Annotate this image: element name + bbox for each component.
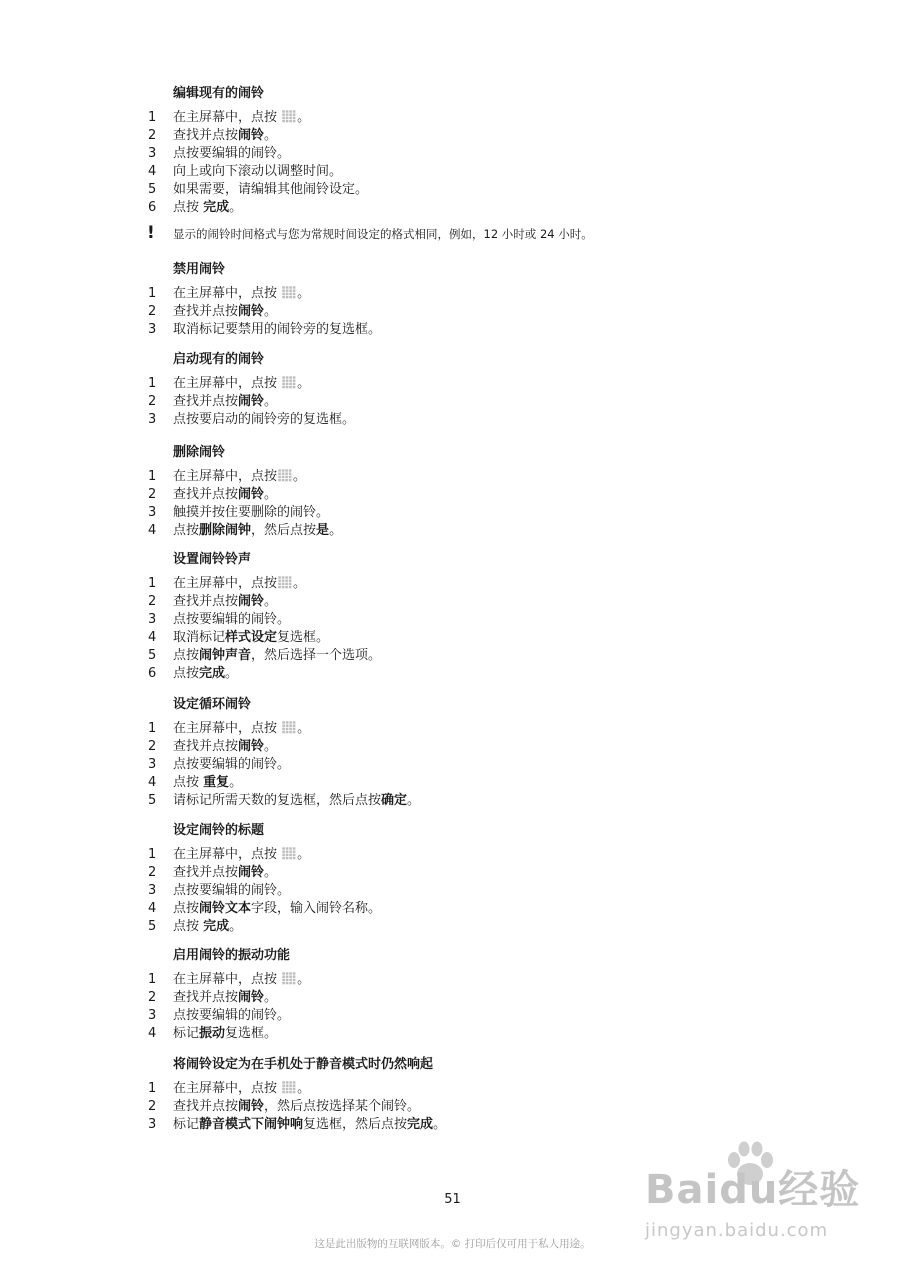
- step-number: 1: [148, 576, 157, 591]
- step-fragment: 点按要编辑的闹铃。: [173, 883, 291, 898]
- step-fragment: 。: [297, 1081, 311, 1096]
- step-fragment: 触摸并按住要删除的闹铃。: [173, 505, 330, 520]
- step-fragment: ，然后选择一个选项。: [251, 648, 382, 663]
- step-fragment: 取消标记要禁用的闹铃旁的复选框。: [173, 322, 382, 337]
- step-fragment: 。: [264, 739, 278, 754]
- step-fragment: 点按: [173, 901, 200, 916]
- step-text: [173, 394, 277, 410]
- step-text: [173, 793, 420, 809]
- step-text: [173, 200, 242, 216]
- step-fragment: 查找并点按: [173, 128, 239, 143]
- step-fragment: 点按要编辑的闹铃。: [173, 757, 291, 772]
- step-fragment: 点按要启动的闹铃旁的复选框。: [173, 412, 356, 427]
- step-fragment: 点按: [173, 666, 200, 681]
- step-row: [0, 322, 905, 340]
- step-number: 2: [148, 990, 157, 1005]
- step-text: [173, 412, 355, 428]
- watermark: [645, 1140, 865, 1260]
- watermark-brand: Baidu经验: [645, 1167, 861, 1213]
- ui-term: 完成: [203, 919, 230, 934]
- step-number: 5: [148, 182, 157, 197]
- section-title: 启用闹铃的振动功能: [173, 948, 291, 963]
- step-row: [0, 1008, 905, 1026]
- step-fragment: 复选框，然后点按: [303, 1117, 408, 1132]
- step-fragment: 。: [229, 200, 243, 215]
- step-fragment: 。: [297, 110, 311, 125]
- footer-disclaimer: 这是此出版物的互联网版本。© 打印后仅可用于私人用途。: [314, 1238, 591, 1250]
- step-row: [0, 200, 905, 218]
- step-number: 3: [148, 412, 157, 427]
- step-row: [0, 793, 905, 811]
- step-row: [0, 594, 905, 612]
- step-number: 1: [148, 721, 157, 736]
- step-text: [173, 757, 290, 773]
- step-row: [0, 412, 905, 430]
- ui-term: 闹铃: [238, 304, 265, 319]
- step-text: [173, 721, 310, 737]
- step-fragment: 查找并点按: [173, 594, 239, 609]
- step-text: [173, 630, 329, 646]
- step-fragment: 查找并点按: [173, 739, 239, 754]
- step-row: [0, 1026, 905, 1044]
- step-text: [173, 146, 290, 162]
- step-fragment: 。: [264, 487, 278, 502]
- step-text: [173, 919, 242, 935]
- step-number: 2: [148, 739, 157, 754]
- ui-term: 闹铃: [238, 487, 265, 502]
- apps-grid-icon: [282, 110, 296, 123]
- step-fragment: ，然后点按: [251, 523, 317, 538]
- step-text: [173, 182, 368, 198]
- step-row: [0, 865, 905, 883]
- step-fragment: 字段，输入闹铃名称。: [251, 901, 382, 916]
- section-title: 设置闹铃铃声: [173, 552, 252, 567]
- step-text: [173, 304, 277, 320]
- step-text: [173, 775, 242, 791]
- ui-term: 完成: [199, 666, 226, 681]
- step-number: 4: [148, 901, 157, 916]
- ui-term: 闹铃文本: [199, 901, 252, 916]
- step-row: [0, 164, 905, 182]
- step-number: 3: [148, 146, 157, 161]
- step-text: [173, 847, 310, 863]
- step-fragment: 。: [433, 1117, 447, 1132]
- step-text: [173, 594, 277, 610]
- step-number: 5: [148, 919, 157, 934]
- step-text: [173, 322, 381, 338]
- ui-term: 闹铃: [238, 394, 265, 409]
- step-text: [173, 1117, 446, 1133]
- step-fragment: 。: [297, 721, 311, 736]
- step-fragment: 。: [264, 594, 278, 609]
- step-text: [173, 286, 310, 302]
- step-fragment: 复选框。: [277, 630, 330, 645]
- ui-term: 闹铃: [238, 594, 265, 609]
- step-fragment: 点按要编辑的闹铃。: [173, 146, 291, 161]
- apps-grid-icon: [282, 376, 296, 389]
- step-fragment: 。: [264, 865, 278, 880]
- step-number: 5: [148, 648, 157, 663]
- step-fragment: 查找并点按: [173, 1099, 239, 1114]
- step-number: 2: [148, 128, 157, 143]
- step-text: [173, 612, 290, 628]
- note: [0, 223, 905, 244]
- ui-term: 闹铃: [238, 865, 265, 880]
- section-title: 设定循环闹铃: [173, 697, 252, 712]
- section-title: 编辑现有的闹铃: [173, 86, 265, 101]
- apps-grid-icon: [282, 1081, 296, 1094]
- step-number: 4: [148, 164, 157, 179]
- step-fragment: ，然后点按选择某个闹铃。: [264, 1099, 421, 1114]
- step-text: [173, 1026, 277, 1042]
- step-fragment: 。: [264, 128, 278, 143]
- step-fragment: 。: [225, 666, 239, 681]
- step-number: 2: [148, 487, 157, 502]
- ui-term: 闹钟声音: [199, 648, 252, 663]
- step-row: [0, 376, 905, 394]
- step-fragment: 。: [297, 972, 311, 987]
- apps-grid-icon: [282, 721, 296, 734]
- step-number: 1: [148, 376, 157, 391]
- step-row: [0, 612, 905, 630]
- step-fragment: 在主屏幕中，点按: [173, 1081, 282, 1096]
- step-fragment: 在主屏幕中，点按: [173, 576, 278, 591]
- step-number: 3: [148, 505, 157, 520]
- step-text: [173, 648, 381, 664]
- step-row: [0, 775, 905, 793]
- ui-term: 是: [316, 523, 330, 538]
- step-number: 3: [148, 322, 157, 337]
- step-fragment: 点按: [173, 648, 200, 663]
- step-number: 1: [148, 469, 157, 484]
- apps-grid-icon: [278, 576, 292, 589]
- ui-term: 完成: [407, 1117, 434, 1132]
- ui-term: 完成: [203, 200, 230, 215]
- step-fragment: 查找并点按: [173, 487, 239, 502]
- step-number: 6: [148, 200, 157, 215]
- step-row: [0, 919, 905, 937]
- step-row: [0, 847, 905, 865]
- step-row: [0, 576, 905, 594]
- step-fragment: 请标记所需天数的复选框，然后点按: [173, 793, 382, 808]
- step-text: [173, 1099, 420, 1115]
- step-fragment: 点按要编辑的闹铃。: [173, 612, 291, 627]
- step-fragment: 查找并点按: [173, 394, 239, 409]
- step-fragment: 。: [297, 376, 311, 391]
- ui-term: 闹铃: [238, 990, 265, 1005]
- step-number: 1: [148, 110, 157, 125]
- ui-term: 静音模式下闹钟响: [199, 1117, 304, 1132]
- step-text: [173, 469, 306, 485]
- section-title: 将闹铃设定为在手机处于静音模式时仍然响起: [173, 1057, 434, 1072]
- ui-term: 闹铃: [238, 1099, 265, 1114]
- step-fragment: 点按: [173, 775, 204, 790]
- step-fragment: 。: [329, 523, 343, 538]
- step-fragment: 向上或向下滚动以调整时间。: [173, 164, 343, 179]
- step-row: [0, 1081, 905, 1099]
- step-text: [173, 523, 342, 539]
- step-fragment: 。: [229, 775, 243, 790]
- step-row: [0, 721, 905, 739]
- step-fragment: 。: [264, 394, 278, 409]
- step-number: 1: [148, 972, 157, 987]
- step-fragment: 。: [264, 304, 278, 319]
- ui-term: 闹铃: [238, 128, 265, 143]
- step-fragment: 点按: [173, 200, 204, 215]
- step-number: 1: [148, 847, 157, 862]
- step-row: [0, 630, 905, 648]
- ui-term: 振动: [199, 1026, 226, 1041]
- step-number: 1: [148, 286, 157, 301]
- step-fragment: 在主屏幕中，点按: [173, 721, 282, 736]
- step-row: [0, 666, 905, 684]
- step-text: [173, 376, 310, 392]
- section-title: 删除闹铃: [173, 445, 226, 460]
- section-title: 禁用闹铃: [173, 262, 226, 277]
- step-text: [173, 110, 310, 126]
- step-fragment: 复选框。: [225, 1026, 278, 1041]
- step-text: [173, 128, 277, 144]
- step-text: [173, 576, 306, 592]
- step-fragment: 。: [264, 990, 278, 1005]
- step-number: 3: [148, 1117, 157, 1132]
- ui-term: 重复: [203, 775, 230, 790]
- step-fragment: 。: [293, 469, 307, 484]
- step-text: [173, 865, 277, 881]
- step-fragment: 。: [407, 793, 421, 808]
- apps-grid-icon: [282, 847, 296, 860]
- step-number: 2: [148, 394, 157, 409]
- step-text: [173, 666, 238, 682]
- step-number: 1: [148, 1081, 157, 1096]
- step-text: [173, 505, 329, 521]
- step-text: [173, 901, 381, 917]
- step-row: [0, 757, 905, 775]
- step-row: [0, 304, 905, 322]
- step-fragment: 在主屏幕中，点按: [173, 847, 282, 862]
- ui-term: 删除闹钟: [199, 523, 252, 538]
- step-fragment: 。: [297, 847, 311, 862]
- step-text: [173, 883, 290, 899]
- page-number: 51: [444, 1192, 461, 1207]
- step-row: [0, 182, 905, 200]
- step-fragment: 。: [229, 919, 243, 934]
- step-number: 2: [148, 594, 157, 609]
- step-number: 2: [148, 304, 157, 319]
- ui-term: 样式设定: [225, 630, 278, 645]
- apps-grid-icon: [278, 469, 292, 482]
- step-text: [173, 990, 277, 1006]
- step-text: [173, 972, 310, 988]
- step-number: 3: [148, 1008, 157, 1023]
- step-text: [173, 1008, 290, 1024]
- step-number: 2: [148, 1099, 157, 1114]
- step-fragment: 。: [293, 576, 307, 591]
- step-row: [0, 883, 905, 901]
- step-fragment: 。: [297, 286, 311, 301]
- step-fragment: 标记: [173, 1117, 200, 1132]
- section-title: 设定闹铃的标题: [173, 823, 265, 838]
- step-row: [0, 505, 905, 523]
- step-number: 2: [148, 865, 157, 880]
- apps-grid-icon: [282, 286, 296, 299]
- step-fragment: 点按: [173, 919, 204, 934]
- step-number: 3: [148, 757, 157, 772]
- step-fragment: 在主屏幕中，点按: [173, 972, 282, 987]
- step-fragment: 查找并点按: [173, 865, 239, 880]
- step-row: [0, 523, 905, 541]
- step-row: [0, 1099, 905, 1117]
- step-number: 3: [148, 612, 157, 627]
- step-number: 5: [148, 793, 157, 808]
- step-fragment: 如果需要，请编辑其他闹铃设定。: [173, 182, 369, 197]
- step-text: [173, 1081, 310, 1097]
- step-row: [0, 394, 905, 412]
- step-row: [0, 128, 905, 146]
- step-row: [0, 1117, 905, 1135]
- step-row: [0, 901, 905, 919]
- step-row: [0, 739, 905, 757]
- step-fragment: 取消标记: [173, 630, 226, 645]
- ui-term: 确定: [381, 793, 408, 808]
- step-fragment: 在主屏幕中，点按: [173, 110, 282, 125]
- step-number: 4: [148, 630, 157, 645]
- step-fragment: 在主屏幕中，点按: [173, 286, 282, 301]
- step-text: [173, 164, 342, 180]
- note-text: 显示的闹铃时间格式与您为常规时间设定的格式相同，例如，12 小时或 24 小时。: [173, 227, 593, 241]
- section-title: 启动现有的闹铃: [173, 352, 265, 367]
- step-fragment: 点按要编辑的闹铃。: [173, 1008, 291, 1023]
- step-number: 4: [148, 523, 157, 538]
- apps-grid-icon: [282, 972, 296, 985]
- step-text: [173, 487, 277, 503]
- step-row: [0, 286, 905, 304]
- step-number: 3: [148, 883, 157, 898]
- step-text: [173, 739, 277, 755]
- step-row: [0, 990, 905, 1008]
- step-row: [0, 648, 905, 666]
- exclamation-icon: !: [147, 223, 155, 243]
- step-row: [0, 110, 905, 128]
- step-fragment: 在主屏幕中，点按: [173, 469, 278, 484]
- step-fragment: 点按: [173, 523, 200, 538]
- step-number: 6: [148, 666, 157, 681]
- step-fragment: 查找并点按: [173, 304, 239, 319]
- step-number: 4: [148, 1026, 157, 1041]
- step-number: 4: [148, 775, 157, 790]
- step-row: [0, 469, 905, 487]
- ui-term: 闹铃: [238, 739, 265, 754]
- step-row: [0, 146, 905, 164]
- step-row: [0, 972, 905, 990]
- step-fragment: 标记: [173, 1026, 200, 1041]
- step-row: [0, 487, 905, 505]
- step-fragment: 查找并点按: [173, 990, 239, 1005]
- watermark-url: jingyan.baidu.com: [645, 1220, 829, 1241]
- step-fragment: 在主屏幕中，点按: [173, 376, 282, 391]
